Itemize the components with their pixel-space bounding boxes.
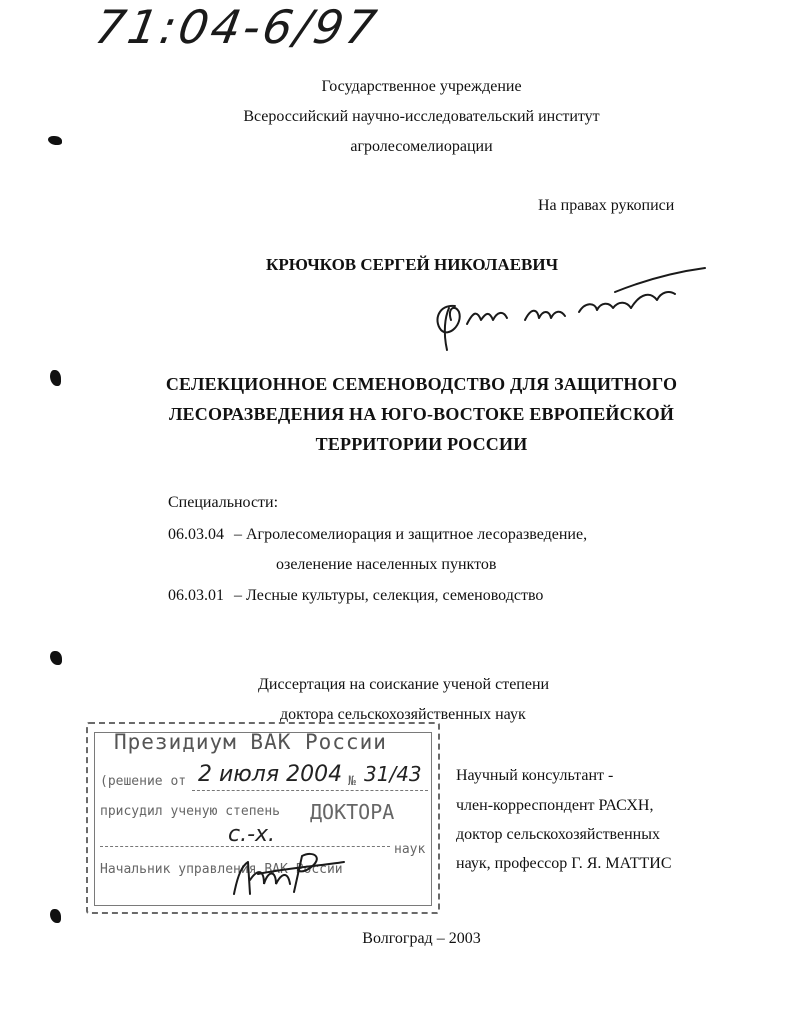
title-line-3: ТЕРРИТОРИИ РОССИИ xyxy=(315,434,528,454)
scan-mark xyxy=(50,370,61,386)
stamp-degree: ДОКТОРА xyxy=(310,800,395,824)
specialty-code: 06.03.04 xyxy=(168,526,224,543)
specialties-label: Специальности: xyxy=(168,494,279,511)
rights-note: На правах рукописи xyxy=(538,197,675,214)
institution-line-1: Государственное учреждение xyxy=(321,78,522,95)
stamp-suffix: наук xyxy=(394,842,426,857)
stamp-decision-prefix: (решение от xyxy=(100,774,187,789)
stamp-decision-number: 31/43 xyxy=(364,762,422,786)
institution-line-2: Всероссийский научно-исследовательский институт xyxy=(243,108,600,125)
scan-mark xyxy=(50,909,61,923)
institution-line-3: агролесомелиорации xyxy=(350,138,493,155)
specialty-text-continued: озеленение населенных пунктов xyxy=(276,556,497,573)
stamp-date-underline xyxy=(192,790,428,791)
title-line-1: СЕЛЕКЦИОННОЕ СЕМЕНОВОДСТВО ДЛЯ ЗАЩИТНОГО xyxy=(165,374,678,394)
scan-mark xyxy=(50,651,62,665)
stamp-awarded-prefix: присудил ученую степень xyxy=(100,804,281,819)
consultant-line-1: Научный консультант - xyxy=(456,767,614,784)
city-year: Волгоград – 2003 xyxy=(362,930,481,947)
stamp-signature xyxy=(228,844,348,904)
stamp-number-prefix: № xyxy=(348,774,356,789)
stamp-decision-date: 2 июля 2004 xyxy=(198,762,343,787)
stamp-field: с.-х. xyxy=(228,822,276,847)
author-signature xyxy=(425,262,710,362)
consultant-line-3: доктор сельскохозяйственных xyxy=(456,826,660,843)
stamp-header: Президиум ВАК России xyxy=(114,730,387,754)
vak-stamp xyxy=(86,722,440,914)
title-line-2: ЛЕСОРАЗВЕДЕНИЯ НА ЮГО-ВОСТОКЕ ЕВРОПЕЙСКОЙ xyxy=(168,404,675,424)
author-name: КРЮЧКОВ СЕРГЕЙ НИКОЛАЕВИЧ xyxy=(266,255,559,274)
specialty-code: 06.03.01 xyxy=(168,587,224,604)
dissertation-line-1: Диссертация на соискание ученой степени xyxy=(258,676,550,693)
consultant-line-2: член-корреспондент РАСХН, xyxy=(456,797,654,814)
dissertation-line-2: доктора сельскохозяйственных наук xyxy=(280,706,526,723)
stamp-chief: Начальник управления ВАК России xyxy=(100,862,343,877)
handwritten-catalog-number: 71:04-6/97 xyxy=(91,0,384,54)
consultant-line-4: наук, профессор Г. Я. МАТТИС xyxy=(456,855,672,872)
specialty-text: – Лесные культуры, селекция, семеноводство xyxy=(234,587,544,604)
specialty-text: – Агролесомелиорация и защитное лесоразведение, xyxy=(234,526,588,543)
